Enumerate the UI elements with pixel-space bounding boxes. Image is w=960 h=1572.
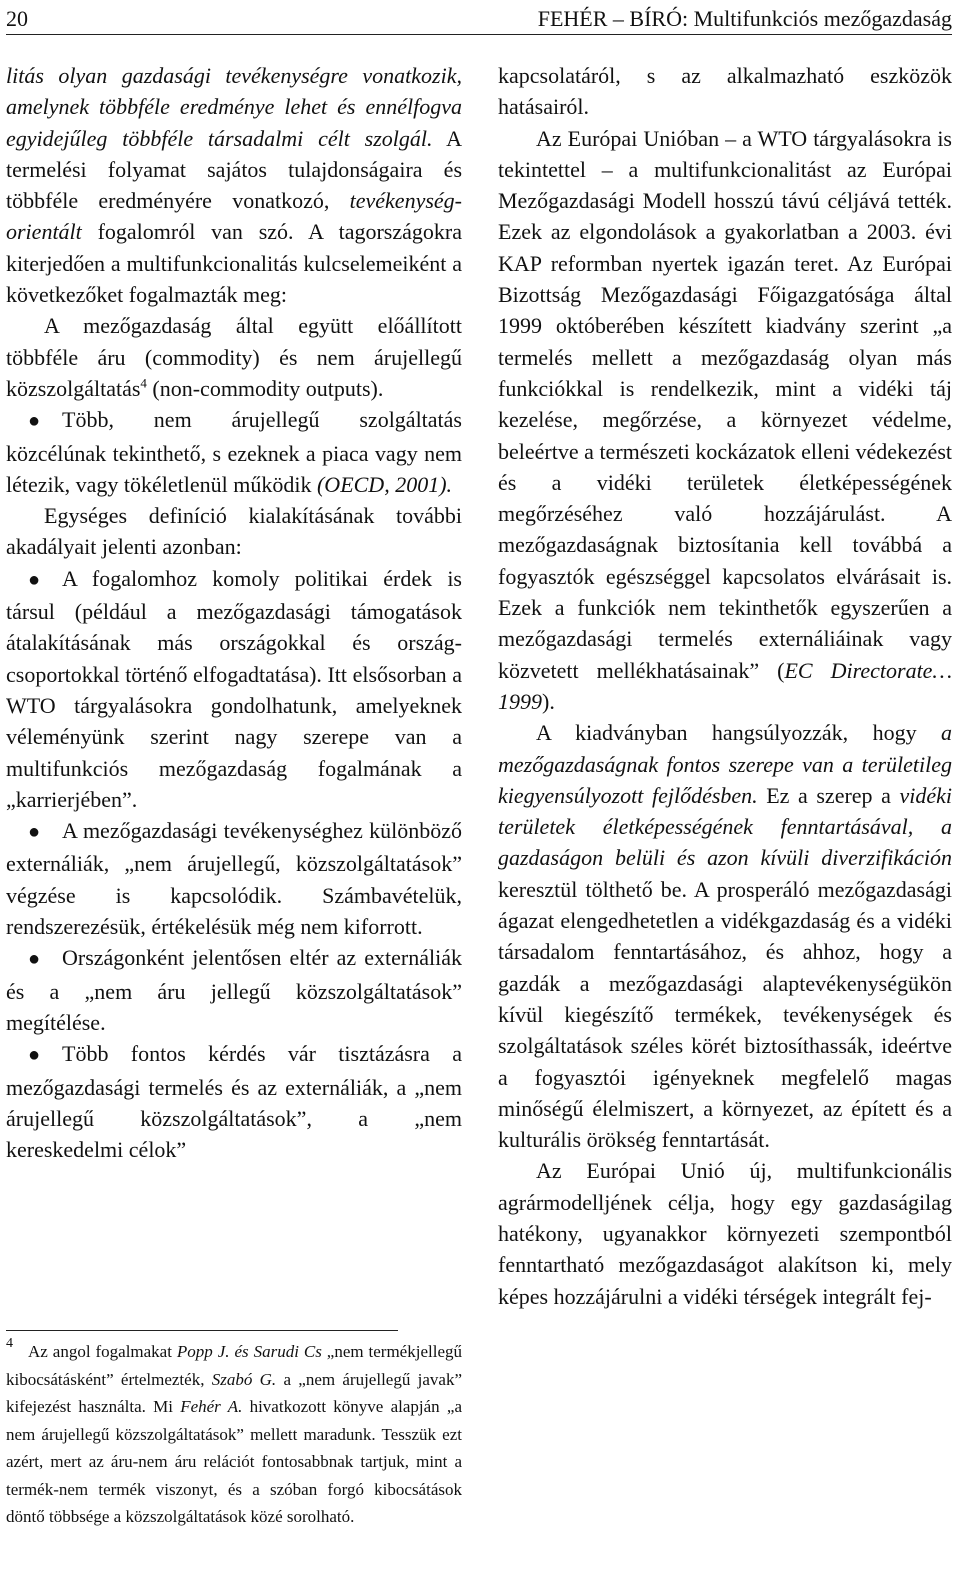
- italic-text: Popp J. és Sarudi Cs: [176, 1342, 322, 1361]
- bullet-icon: ●: [28, 1044, 41, 1067]
- running-head: FEHÉR – BÍRÓ: Multifunkciós mezőgazdaság: [537, 6, 952, 31]
- text: Több fontos kérdés vár tisztázásra a mezőgazdasági termelés és az externáliák, a „nem árujellegű közszolgáltatások”, a „nem kereskedelmi célok”: [6, 1041, 462, 1163]
- text: Az Európai Unió új, multifunkcionális agrármodelljének célja, hogy egy gazdaságilag hatékony, ugyanakkor környezeti szempontból fenntartható mezőgazdaságot alakítson ki, mely képes hozzájárulni a vidéki térségek integrált fej-: [498, 1158, 952, 1309]
- paragraph: [6, 60, 462, 310]
- bullet-item: [6, 1038, 462, 1165]
- text: fogalomról van szó. A tagországokra kiterjedően a multifunkcionalitás kulcselemeiként a következőket fogalmazták meg:: [6, 219, 462, 308]
- italic-text: tevékenység-orientált: [6, 188, 462, 245]
- italic-text: Szabó G.: [211, 1369, 277, 1389]
- footnote: 4 Az angol fogalmakat Popp J. és Sarudi Cs „nem termékjellegű kibocsátásként” értelmezték, Szabó G. a „nem árujellegű javak” kifejezést használta. Mi Fehér A. hivatkozott könyve alapján „a nem árujellegű közszolgáltatások” mellett maradunk. Tesszük ezt azért, mert az áru-nem áru relációt fontosabbnak tartjuk, mint a termék-nem termék viszonyt, és a szóban forgó kibocsátások döntő többsége a közszolgáltatások közé sorolható.: [6, 1336, 462, 1526]
- italic-text: a mezőgazdaságnak fontos szerepe van a területileg kiegyensúlyozott fejlődésben.: [498, 720, 952, 808]
- bullet-icon: ●: [28, 821, 41, 844]
- text: Egységes definíció kialakításának további akadályait jelenti azonban:: [6, 503, 462, 560]
- text: a „nem árujellegű javak” kifejezést használta. Mi: [6, 1369, 462, 1416]
- footnote-ref: 4: [140, 375, 147, 391]
- text: A termelési folyamat sajátos tulajdonságaira és többféle eredményére vonatkozó,: [6, 125, 462, 214]
- italic-text: litás olyan gazdasági tevékenységre vonatkozik, amelynek többféle eredménye lehet és ennélfogva egyidejűleg többféle társadalmi célt szolgál.: [6, 63, 462, 151]
- bullet-item: [6, 942, 462, 1038]
- page-header: [6, 4, 952, 35]
- italic-text: vidéki területek életképességének fenntartásával, a gazdaságon belüli és azon kívüli diverzifikáción: [498, 782, 952, 871]
- bullet-icon: ●: [28, 410, 41, 433]
- footnote-divider: [6, 1330, 398, 1331]
- text: keresztül tölthető be. A prosperáló mezőgazdasági ágazat elengedhetetlen a vidékgazdaság és a vidéki társadalom fenntartásához, és ahhoz, hogy a gazdák a mezőgazdasági alaptevékenységükön kívül kiegészítő termékek, tevékenységek és szolgáltatások széles körét biztosíthassák, ideértve a fogyasztói igényeknek megfelelő magas minőségű élelmiszert, a környezet, az épített és a kulturális örökség fenntartását.: [498, 876, 952, 1153]
- paragraph: [6, 500, 462, 563]
- bullet-icon: ●: [28, 568, 41, 591]
- bullet-icon: ●: [28, 948, 41, 971]
- text: Több, nem árujellegű szolgáltatás közcélúnak tekinthető, s ezeknek a piaca vagy nem létezik, vagy tökéletlenül működik: [6, 407, 462, 497]
- text: A kiadványban hangsúlyozzák, hogy: [536, 720, 941, 746]
- text: Ez a szerep a: [757, 782, 900, 808]
- text: A mezőgazdasági tevékenységhez különböző externáliák, „nem árujellegű, közszolgáltatások” végzése is kapcsolódik. Számbavételük, rendszerezésük, értékelésük még nem kiforrott.: [6, 818, 462, 940]
- right-column: [498, 60, 952, 1312]
- italic-text: Fehér A.: [180, 1397, 243, 1416]
- text: „nem termékjellegű kibocsátásként” értelmezték,: [6, 1342, 462, 1389]
- text: Országonként jelentősen eltér az externáliák és a „nem áru jellegű közszolgáltatások” megítélése.: [6, 945, 462, 1035]
- text: A fogalomhoz komoly politikai érdek is társul (például a mezőgazdasági támogatások átalakításának más országokkal és ország-csoportokkal történő elfogadtatása). Itt elsősorban a WTO tárgyalásokra gondolhatunk, amelyeknek véleményünk szerint nagy szerepe van a multifunkciós mezőgazdaság fogalmának a „karrierjében”.: [6, 565, 462, 812]
- bullet-item: [6, 563, 462, 815]
- text: Az Európai Unióban – a WTO tárgyalásokra is tekintettel – a multifunkcionalitást az Európai Mezőgazdasági Modell hosszú távú céljává tették. Ezek az elgondolások a gyakorlatban a 2003. évi KAP reformban nyertek igazán teret. Az Európai Bizottság Mezőgazdasági Főigazgatósága által 1999 októberében készített kiadvány szerint „a termelés mellett a mezőgazdaság olyan más funkciókkal is rendelkezik, mint a vidéki táj kezelése, megőrzése, a környezet védelme, beleértve a természeti kockázatok elleni védekezést és a vidéki területek életképességének megőrzéséhez való hozzájárulást. A mezőgazdaságnak biztosítania kell továbbá a fogyasztók egészséggel kapcsolatos elvárásait is. Ezek a funkciók nem tekinthetők egyszerűen a mezőgazdasági termelés externáliáinak vagy közvetett mellékhatásainak” (: [498, 125, 952, 683]
- bullet-item: [6, 815, 462, 942]
- text: A mezőgazdaság által együtt előállított többféle áru (commodity) és nem árujellegű közszolgáltatás: [6, 313, 462, 401]
- bullet-item: [6, 404, 462, 500]
- paragraph: [498, 123, 952, 718]
- citation: EC Directorate… 1999: [498, 657, 953, 714]
- text: ).: [542, 688, 555, 714]
- left-column: [6, 60, 462, 1165]
- paragraph: [498, 717, 952, 1155]
- paragraph: [498, 1155, 952, 1311]
- text: Az angol fogalmakat: [28, 1342, 177, 1361]
- text: hivatkozott könyve alapján „a nem árujellegű közszolgáltatások” mellett maradunk. Tesszük ezt azért, mert az áru-nem áru relációt fontosabbnak tartjuk, mint a termék-nem termék viszonyt, és a szóban forgó kibocsátások döntő többsége a közszolgáltatások közé sorolható.: [6, 1397, 462, 1526]
- paragraph: [498, 60, 952, 123]
- text: kapcsolatáról, s az alkalmazható eszközök hatásairól.: [498, 63, 952, 120]
- page-number: 20: [6, 6, 28, 31]
- citation: (OECD, 2001).: [316, 471, 453, 497]
- paragraph: [6, 310, 462, 404]
- text: (non-commodity outputs).: [146, 375, 384, 401]
